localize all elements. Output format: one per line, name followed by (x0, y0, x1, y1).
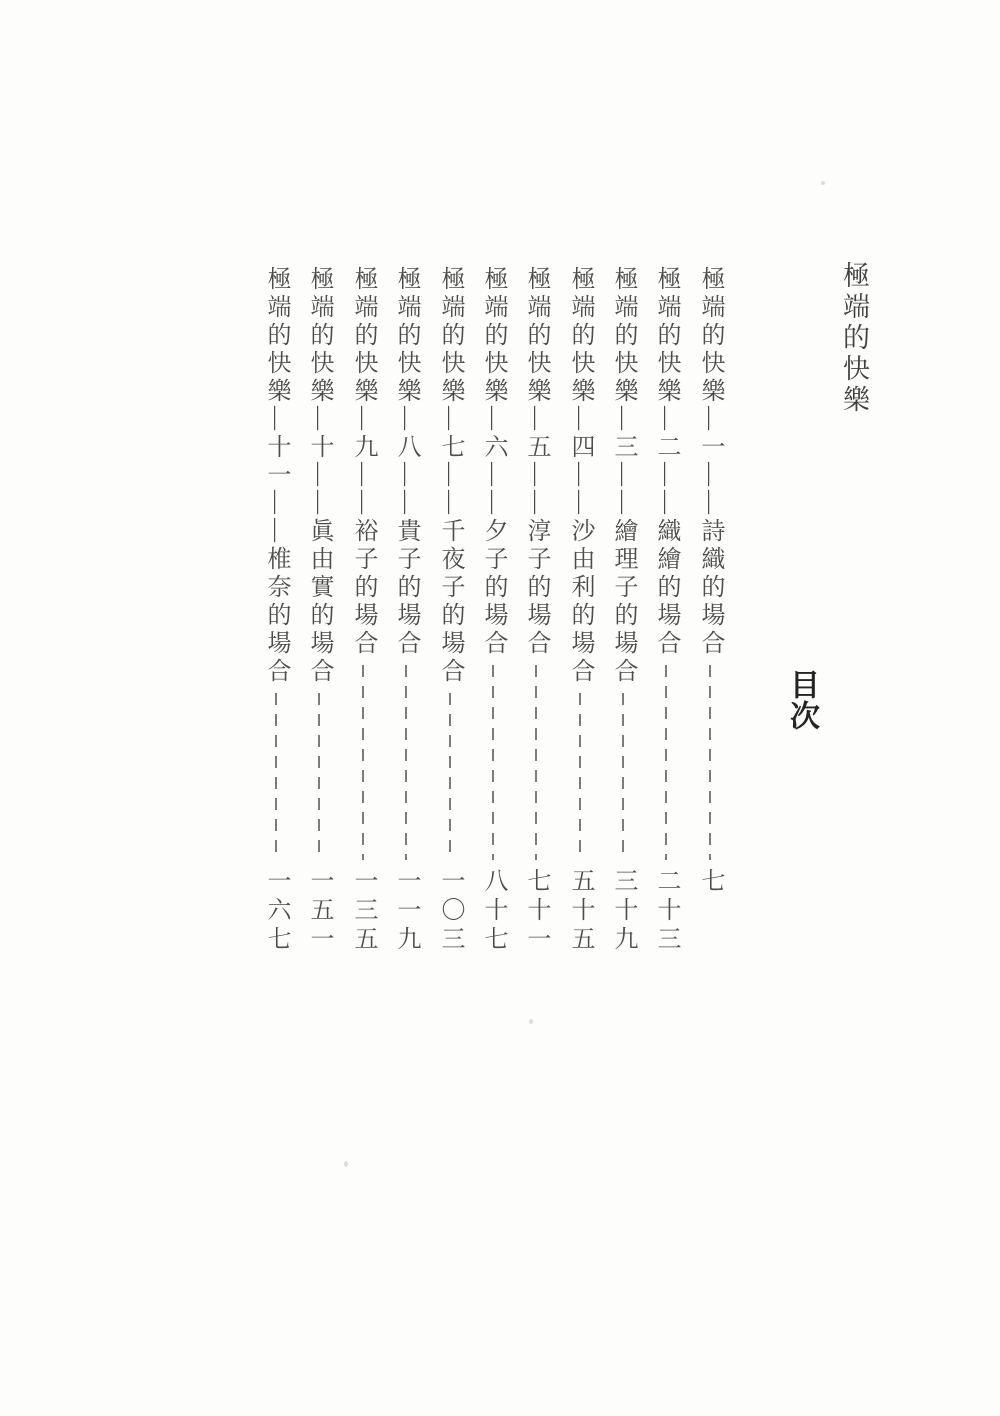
dotted-leader (435, 686, 465, 862)
toc-entry-line (435, 266, 465, 862)
toc-entry-page-number: 一〇三 (437, 868, 463, 955)
toc-entry-page-number: 一六七 (263, 868, 289, 955)
toc-entry-title: 極端的快樂—一——詩織的場合 (697, 266, 723, 658)
scan-speck (821, 181, 825, 185)
toc-entry-page-number: 七 (697, 868, 723, 897)
toc-entry-line (608, 266, 638, 862)
toc-entry-title: 極端的快樂—七——千夜子的場合 (437, 266, 463, 686)
toc-entry-7 (435, 266, 465, 958)
toc-entry-title: 極端的快樂—四——沙由利的場合 (567, 266, 593, 686)
toc-entry-title: 極端的快樂—三——繪理子的場合 (610, 266, 636, 686)
toc-entry-line (695, 266, 725, 862)
dotted-leader (261, 686, 291, 862)
dotted-leader (348, 658, 378, 862)
toc-entry-6 (478, 266, 508, 958)
dotted-leader (565, 686, 595, 862)
toc-entry-3 (608, 266, 638, 958)
toc-entry-title: 極端的快樂—九——裕子的場合 (350, 266, 376, 658)
toc-entry-page-number: 三十九 (610, 868, 636, 955)
toc-entry-title: 極端的快樂—十一——椎奈的場合 (263, 266, 289, 686)
toc-entry-title: 極端的快樂—五——淳子的場合 (523, 266, 549, 658)
toc-entry-title: 極端的快樂—二——織繪的場合 (653, 266, 679, 658)
toc-entry-page-number: 一一九 (393, 868, 419, 955)
toc-entry-line (565, 266, 595, 862)
dotted-leader (608, 686, 638, 862)
scan-speck (529, 1019, 533, 1024)
toc-entry-title: 極端的快樂—六——夕子的場合 (480, 266, 506, 658)
book-title: 極端的快樂 (839, 261, 869, 416)
dotted-leader (521, 658, 551, 862)
toc-heading: 目次 (785, 669, 818, 731)
scan-speck (344, 1161, 348, 1167)
toc-entry-page-number: 一三五 (350, 868, 376, 955)
dotted-leader (478, 658, 508, 862)
toc-entry-page-number: 二十三 (653, 868, 679, 955)
toc-entry-4 (565, 266, 595, 958)
toc-entry-1 (695, 266, 725, 958)
toc-entry-8 (391, 266, 421, 958)
toc-entry-title: 極端的快樂—十——眞由實的場合 (306, 266, 332, 686)
toc-entry-9 (348, 266, 378, 958)
toc-entry-page-number: 七十一 (523, 868, 549, 955)
toc-entry-page-number: 一五一 (306, 868, 332, 955)
toc-entry-line (521, 266, 551, 862)
dotted-leader (391, 658, 421, 862)
toc-entry-page-number: 五十五 (567, 868, 593, 955)
toc-entry-2 (651, 266, 681, 958)
dotted-leader (695, 658, 725, 862)
toc-entry-line (478, 266, 508, 862)
toc-entry-line (651, 266, 681, 862)
toc-entry-11 (261, 266, 291, 958)
toc-entry-5 (521, 266, 551, 958)
toc-entry-line (391, 266, 421, 862)
toc-entry-line (304, 266, 334, 862)
dotted-leader (651, 658, 681, 862)
dotted-leader (304, 686, 334, 862)
toc-entry-10 (304, 266, 334, 958)
toc-entry-title: 極端的快樂—八——貴子的場合 (393, 266, 419, 658)
toc-entry-page-number: 八十七 (480, 868, 506, 955)
toc-entry-line (261, 266, 291, 862)
toc-entry-line (348, 266, 378, 862)
